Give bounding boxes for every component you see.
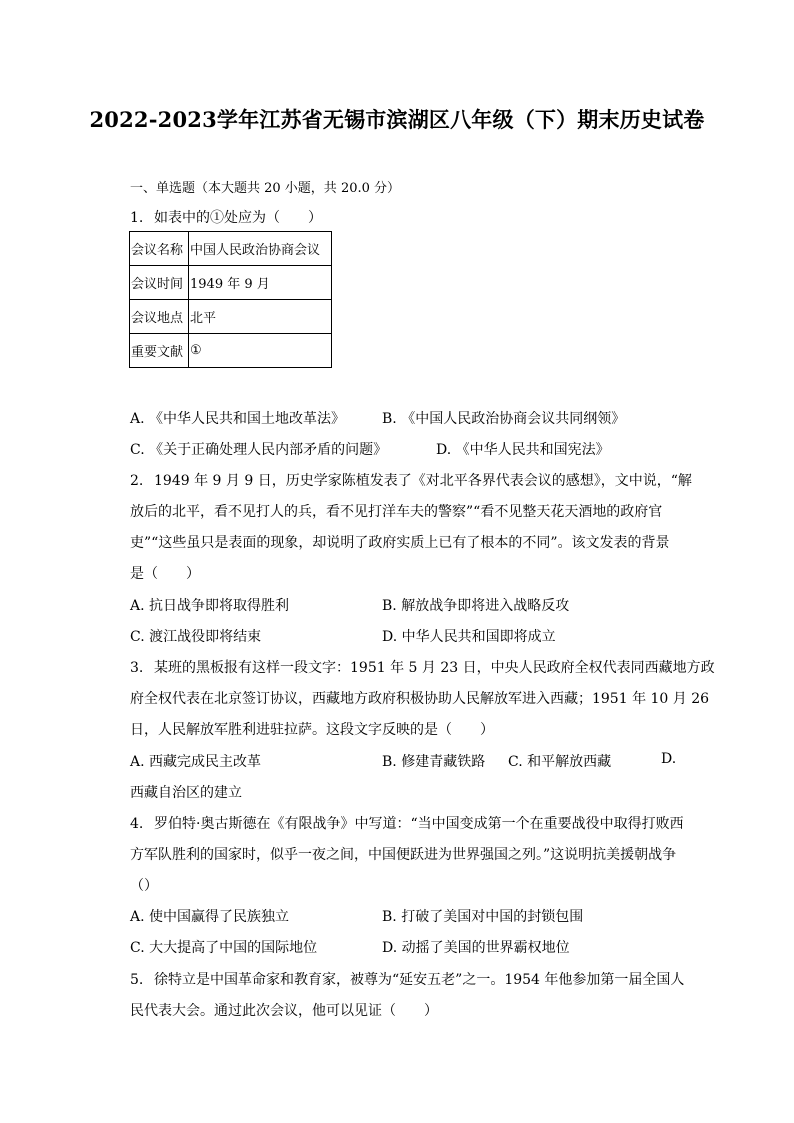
option-c: C. 渡江战役即将结束 — [130, 629, 262, 645]
table-cell: 北平 — [189, 300, 332, 334]
table-cell: 会议地点 — [130, 300, 189, 334]
option-a: A. 抗日战争即将取得胜利 — [130, 598, 290, 614]
question-text: 是（ ） — [130, 566, 200, 582]
option-b: B. 《中国人民政治协商会议共同纲领》 — [382, 411, 626, 427]
question-number: 1. — [130, 210, 144, 226]
page-title: 2022-2023学年江苏省无锡市滨湖区八年级（下）期末历史试卷 — [89, 107, 705, 132]
option-b: B. 解放战争即将进入战略反攻 — [382, 598, 570, 614]
question-5-stem — [130, 969, 684, 989]
question-number: 2. — [130, 473, 144, 489]
table-cell: 会议时间 — [130, 266, 189, 300]
option-d: D. 中华人民共和国即将成立 — [382, 629, 556, 645]
option-b: B. 打破了美国对中国的封锁包围 — [382, 909, 584, 925]
question-text: 吏”“这些虽只是表面的现象，却说明了政府实质上已有了根本的不同”。该文发表的背景 — [130, 535, 670, 551]
section-heading: 一、单选题（本大题共 20 小题，共 20.0 分） — [130, 181, 401, 196]
option-a: A. 《中华人民共和国土地改革法》 — [130, 411, 346, 427]
question-text: 徐特立是中国革命家和教育家，被尊为“延安五老”之一。1954 年他参加第一届全国人 — [154, 972, 685, 988]
table-cell: 会议名称 — [130, 232, 189, 266]
question-1-stem — [130, 207, 322, 227]
table-cell: ① — [189, 334, 332, 368]
option-c: C. 和平解放西藏 — [508, 754, 612, 770]
question-text: 如表中的①处应为（ ） — [154, 210, 322, 226]
option-a: A. 西藏完成民主改革 — [130, 754, 262, 770]
question-text: 罗伯特·奥古斯德在《有限战争》中写道：“当中国变成第一个在重要战役中取得打败西 — [154, 816, 684, 832]
question-2-stem — [130, 470, 692, 490]
table-cell: 1949 年 9 月 — [189, 266, 332, 300]
question-number: 3. — [130, 660, 144, 676]
option-c: C. 大大提高了中国的国际地位 — [130, 940, 318, 956]
question-number: 5. — [130, 972, 144, 988]
option-d-text: 西藏自治区的建立 — [130, 785, 242, 801]
option-a: A. 使中国赢得了民族独立 — [130, 909, 290, 925]
option-d: D. — [661, 751, 677, 767]
table-row — [130, 334, 332, 368]
question-text: （） — [130, 878, 158, 894]
meeting-info-table — [129, 231, 332, 368]
option-c: C. 《关于正确处理人民内部矛盾的问题》 — [130, 442, 388, 458]
table-cell: 中国人民政治协商会议 — [189, 232, 332, 266]
table-row — [130, 266, 332, 300]
option-d: D. 《中华人民共和国宪法》 — [436, 442, 610, 458]
question-text: 方军队胜利的国家时，似乎一夜之间，中国便跃进为世界强国之列。”这说明抗美援朝战争 — [130, 847, 677, 863]
question-text: 某班的黑板报有这样一段文字：1951 年 5 月 23 日，中央人民政府全权代表同西藏地方政 — [154, 660, 715, 676]
option-d: D. 动摇了美国的世界霸权地位 — [382, 940, 570, 956]
question-text: 日，人民解放军胜利进驻拉萨。这段文字反映的是（ ） — [130, 722, 494, 738]
table-cell: 重要文献 — [130, 334, 189, 368]
question-text: 府全权代表在北京签订协议，西藏地方政府积极协助人民解放军进入西藏；1951 年 10 月 26 — [130, 691, 710, 707]
option-b: B. 修建青藏铁路 — [382, 754, 486, 770]
question-text: 1949 年 9 月 9 日，历史学家陈植发表了《对北平各界代表会议的感想》，文中说，“解 — [154, 473, 692, 489]
question-3-stem — [130, 657, 715, 677]
question-4-stem — [130, 813, 684, 833]
table-row — [130, 300, 332, 334]
question-text: 民代表大会。通过此次会议，他可以见证（ ） — [130, 1003, 438, 1019]
table-row — [130, 232, 332, 266]
question-number: 4. — [130, 816, 144, 832]
question-text: 放后的北平，看不见打人的兵，看不见打洋车夫的警察”“看不见整天花天酒地的政府官 — [130, 504, 663, 520]
